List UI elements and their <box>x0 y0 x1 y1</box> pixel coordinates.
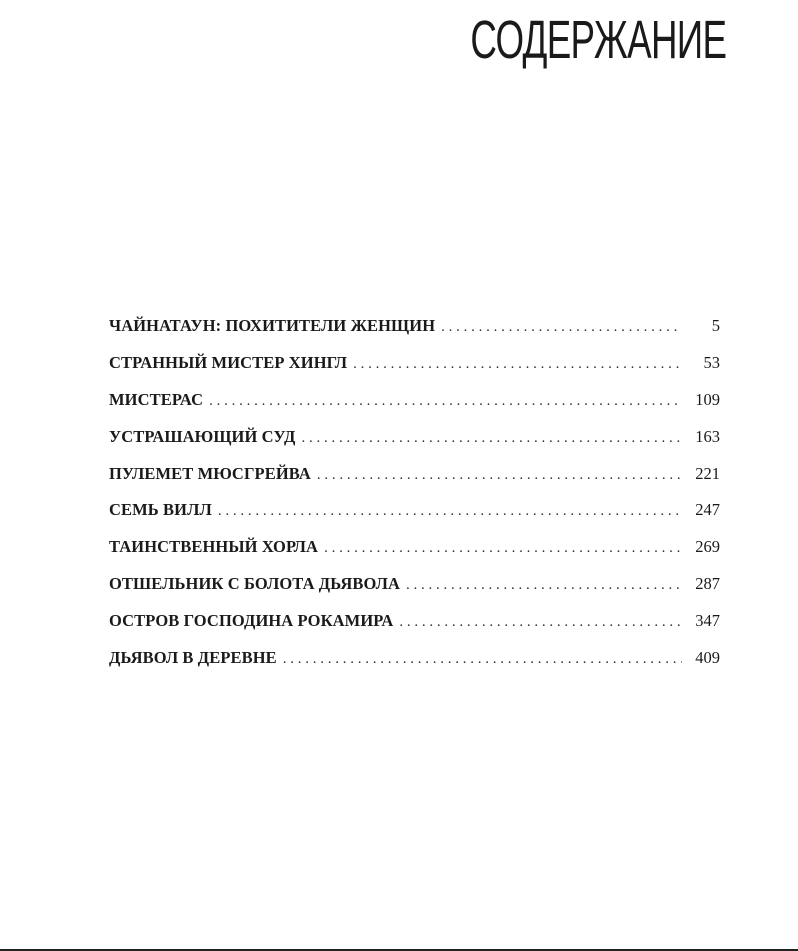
toc-entry-page: 53 <box>703 352 720 372</box>
toc-entry-title: ДЬЯВОЛ В ДЕРЕВНЕ <box>109 648 277 668</box>
toc-entry-page: 163 <box>695 426 720 446</box>
toc-entry-page: 287 <box>695 574 720 594</box>
dot-leader <box>399 614 682 631</box>
toc-entry-page: 247 <box>695 500 720 520</box>
toc-entry <box>109 390 720 427</box>
toc-entry <box>109 353 720 390</box>
toc-entry-title: ЧАЙНАТАУН: ПОХИТИТЕЛИ ЖЕНЩИН <box>109 316 436 335</box>
toc-entry-title: СТРАННЫЙ МИСТЕР ХИНГЛ <box>109 352 348 372</box>
toc-entry <box>109 611 720 648</box>
toc-entry-title: УСТРАШАЮЩИЙ СУД <box>109 426 296 446</box>
toc-entry-title: ОСТРОВ ГОСПОДИНА РОКАМИРА <box>109 611 394 631</box>
toc-entry-title: ПУЛЕМЕТ МЮСГРЕЙВА <box>109 463 311 483</box>
dot-leader <box>353 356 682 373</box>
dot-leader <box>301 430 682 447</box>
dot-leader <box>283 651 682 668</box>
toc-entry <box>109 500 720 537</box>
dot-leader <box>406 577 682 594</box>
page-title: СОДЕРЖАНИЕ <box>470 10 726 70</box>
toc-entry <box>109 537 720 574</box>
table-of-contents <box>109 316 720 685</box>
toc-entry-page: 269 <box>695 537 720 557</box>
toc-entry <box>109 464 720 501</box>
toc-entry <box>109 574 720 611</box>
toc-entry <box>109 316 720 353</box>
toc-entry-title: ТАИНСТВЕННЫЙ ХОРЛА <box>109 537 319 557</box>
dot-leader <box>209 393 682 410</box>
toc-entry-page: 109 <box>695 389 720 409</box>
dot-leader <box>317 467 682 484</box>
toc-entry-page: 221 <box>695 463 720 483</box>
toc-entry <box>109 427 720 464</box>
dot-leader <box>441 319 682 336</box>
toc-entry-page: 5 <box>711 316 720 335</box>
toc-entry-page: 347 <box>695 611 720 631</box>
dot-leader <box>324 540 682 557</box>
dot-leader <box>218 503 682 520</box>
toc-entry-title: ОТШЕЛЬНИК С БОЛОТА ДЬЯВОЛА <box>109 574 401 594</box>
toc-entry-title: МИСТЕРАС <box>109 389 204 409</box>
toc-entry-page: 409 <box>695 648 720 668</box>
toc-entry-title: СЕМЬ ВИЛЛ <box>109 500 212 520</box>
toc-entry <box>109 648 720 685</box>
